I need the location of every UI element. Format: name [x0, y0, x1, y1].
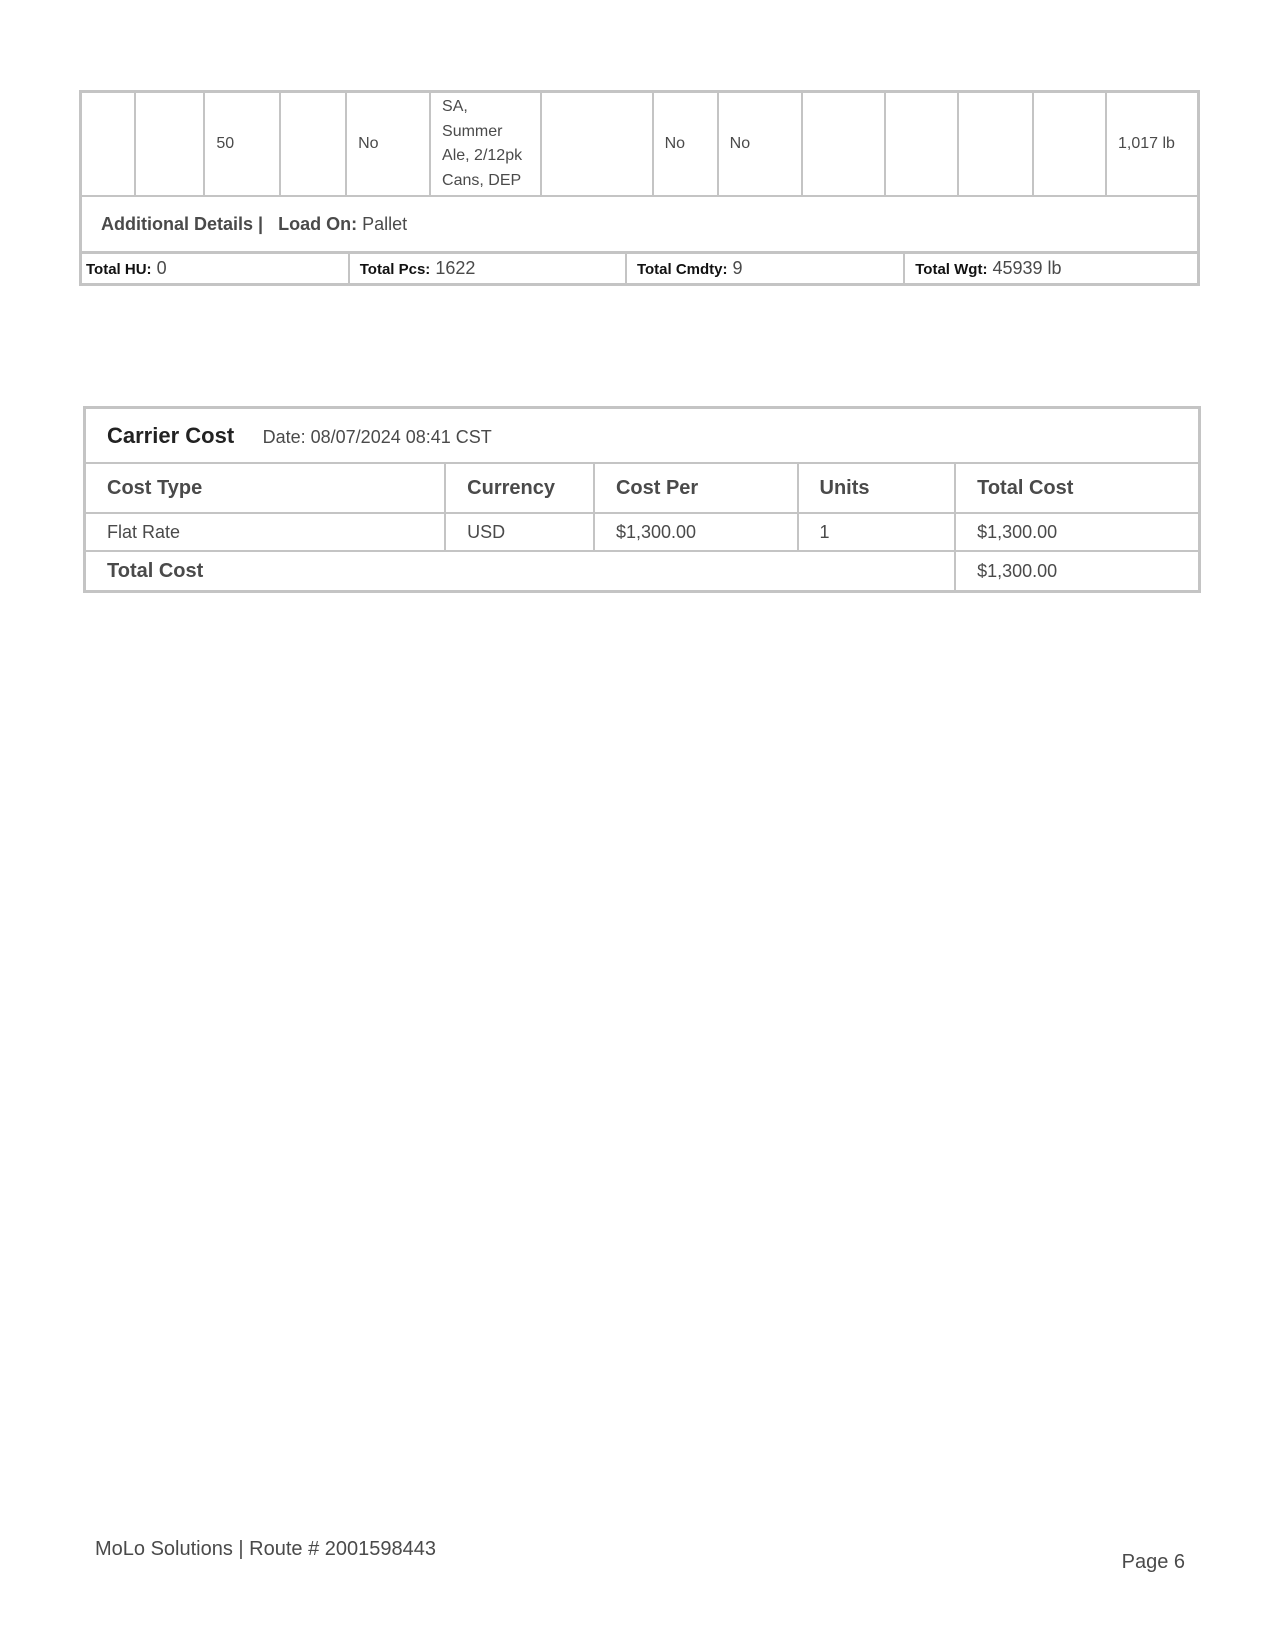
cell-currency: USD [445, 513, 594, 551]
description-line: Ale, 2/12pk [442, 147, 523, 164]
cell-description [430, 92, 541, 197]
total-wgt-label: Total Wgt: [915, 261, 988, 278]
additional-details [81, 196, 1199, 253]
totals-table [79, 251, 1200, 286]
carrier-cost-table [83, 406, 1201, 593]
total-cost-label: Total Cost [85, 551, 956, 592]
carrier-cost-column-headers [85, 463, 1200, 513]
total-hu-value: 0 [156, 258, 167, 278]
cell-cost-type: Flat Rate [85, 513, 446, 551]
cell-weight: 1,017 lb [1106, 92, 1199, 197]
table-row [85, 513, 1200, 551]
cell-flag-b: No [718, 92, 802, 197]
load-on-label: Load On: [278, 213, 358, 234]
total-cmdty-label: Total Cmdty: [636, 261, 728, 278]
total-wgt [904, 253, 1198, 285]
cell-empty [1033, 92, 1106, 197]
total-pcs-value: 1622 [435, 258, 476, 278]
total-pcs [349, 253, 626, 285]
total-wgt-value: 45939 lb [992, 258, 1062, 278]
total-hu [81, 253, 349, 285]
description-line: Cans, DEP [442, 171, 522, 189]
additional-details-row [81, 196, 1199, 253]
cell-quantity: 50 [204, 92, 280, 197]
cell-total-cost: $1,300.00 [955, 513, 1199, 551]
carrier-cost-title: Carrier Cost [107, 422, 235, 448]
cell-empty [958, 92, 1033, 197]
commodity-table [79, 90, 1200, 254]
cell-empty [135, 92, 204, 197]
cell-empty [280, 92, 346, 197]
additional-details-label: Additional Details | [101, 213, 264, 234]
cell-units: 1 [798, 513, 956, 551]
column-header-cost-per: Cost Per [594, 463, 798, 513]
cell-flag-a: No [653, 92, 718, 197]
totals-row [81, 253, 1199, 285]
total-cmdty [626, 253, 904, 285]
column-header-total-cost: Total Cost [955, 463, 1199, 513]
carrier-cost-total-row [85, 551, 1200, 592]
page-number: Page 6 [1121, 1551, 1185, 1573]
carrier-cost-date: Date: 08/07/2024 08:41 CST [262, 426, 492, 447]
cell-hazmat: No [346, 92, 430, 197]
cell-empty [802, 92, 885, 197]
description-line: SA, [442, 98, 468, 115]
carrier-cost-title-row [85, 408, 1200, 464]
cell-empty [541, 92, 652, 197]
total-hu-label: Total HU: [86, 261, 152, 278]
carrier-cost-header [85, 408, 1200, 464]
description-line: Summer [442, 122, 503, 140]
cell-empty [885, 92, 958, 197]
total-pcs-label: Total Pcs: [359, 261, 431, 278]
cell-cost-per: $1,300.00 [594, 513, 798, 551]
total-cmdty-value: 9 [732, 258, 743, 278]
footer-route: MoLo Solutions | Route # 2001598443 [95, 1538, 437, 1560]
column-header-cost-type: Cost Type [85, 463, 446, 513]
total-cost-value: $1,300.00 [955, 551, 1199, 592]
column-header-units: Units [798, 463, 956, 513]
load-on-value: Pallet [362, 213, 408, 234]
column-header-currency: Currency [445, 463, 594, 513]
commodity-row [81, 92, 1199, 197]
cell-empty [81, 92, 136, 197]
